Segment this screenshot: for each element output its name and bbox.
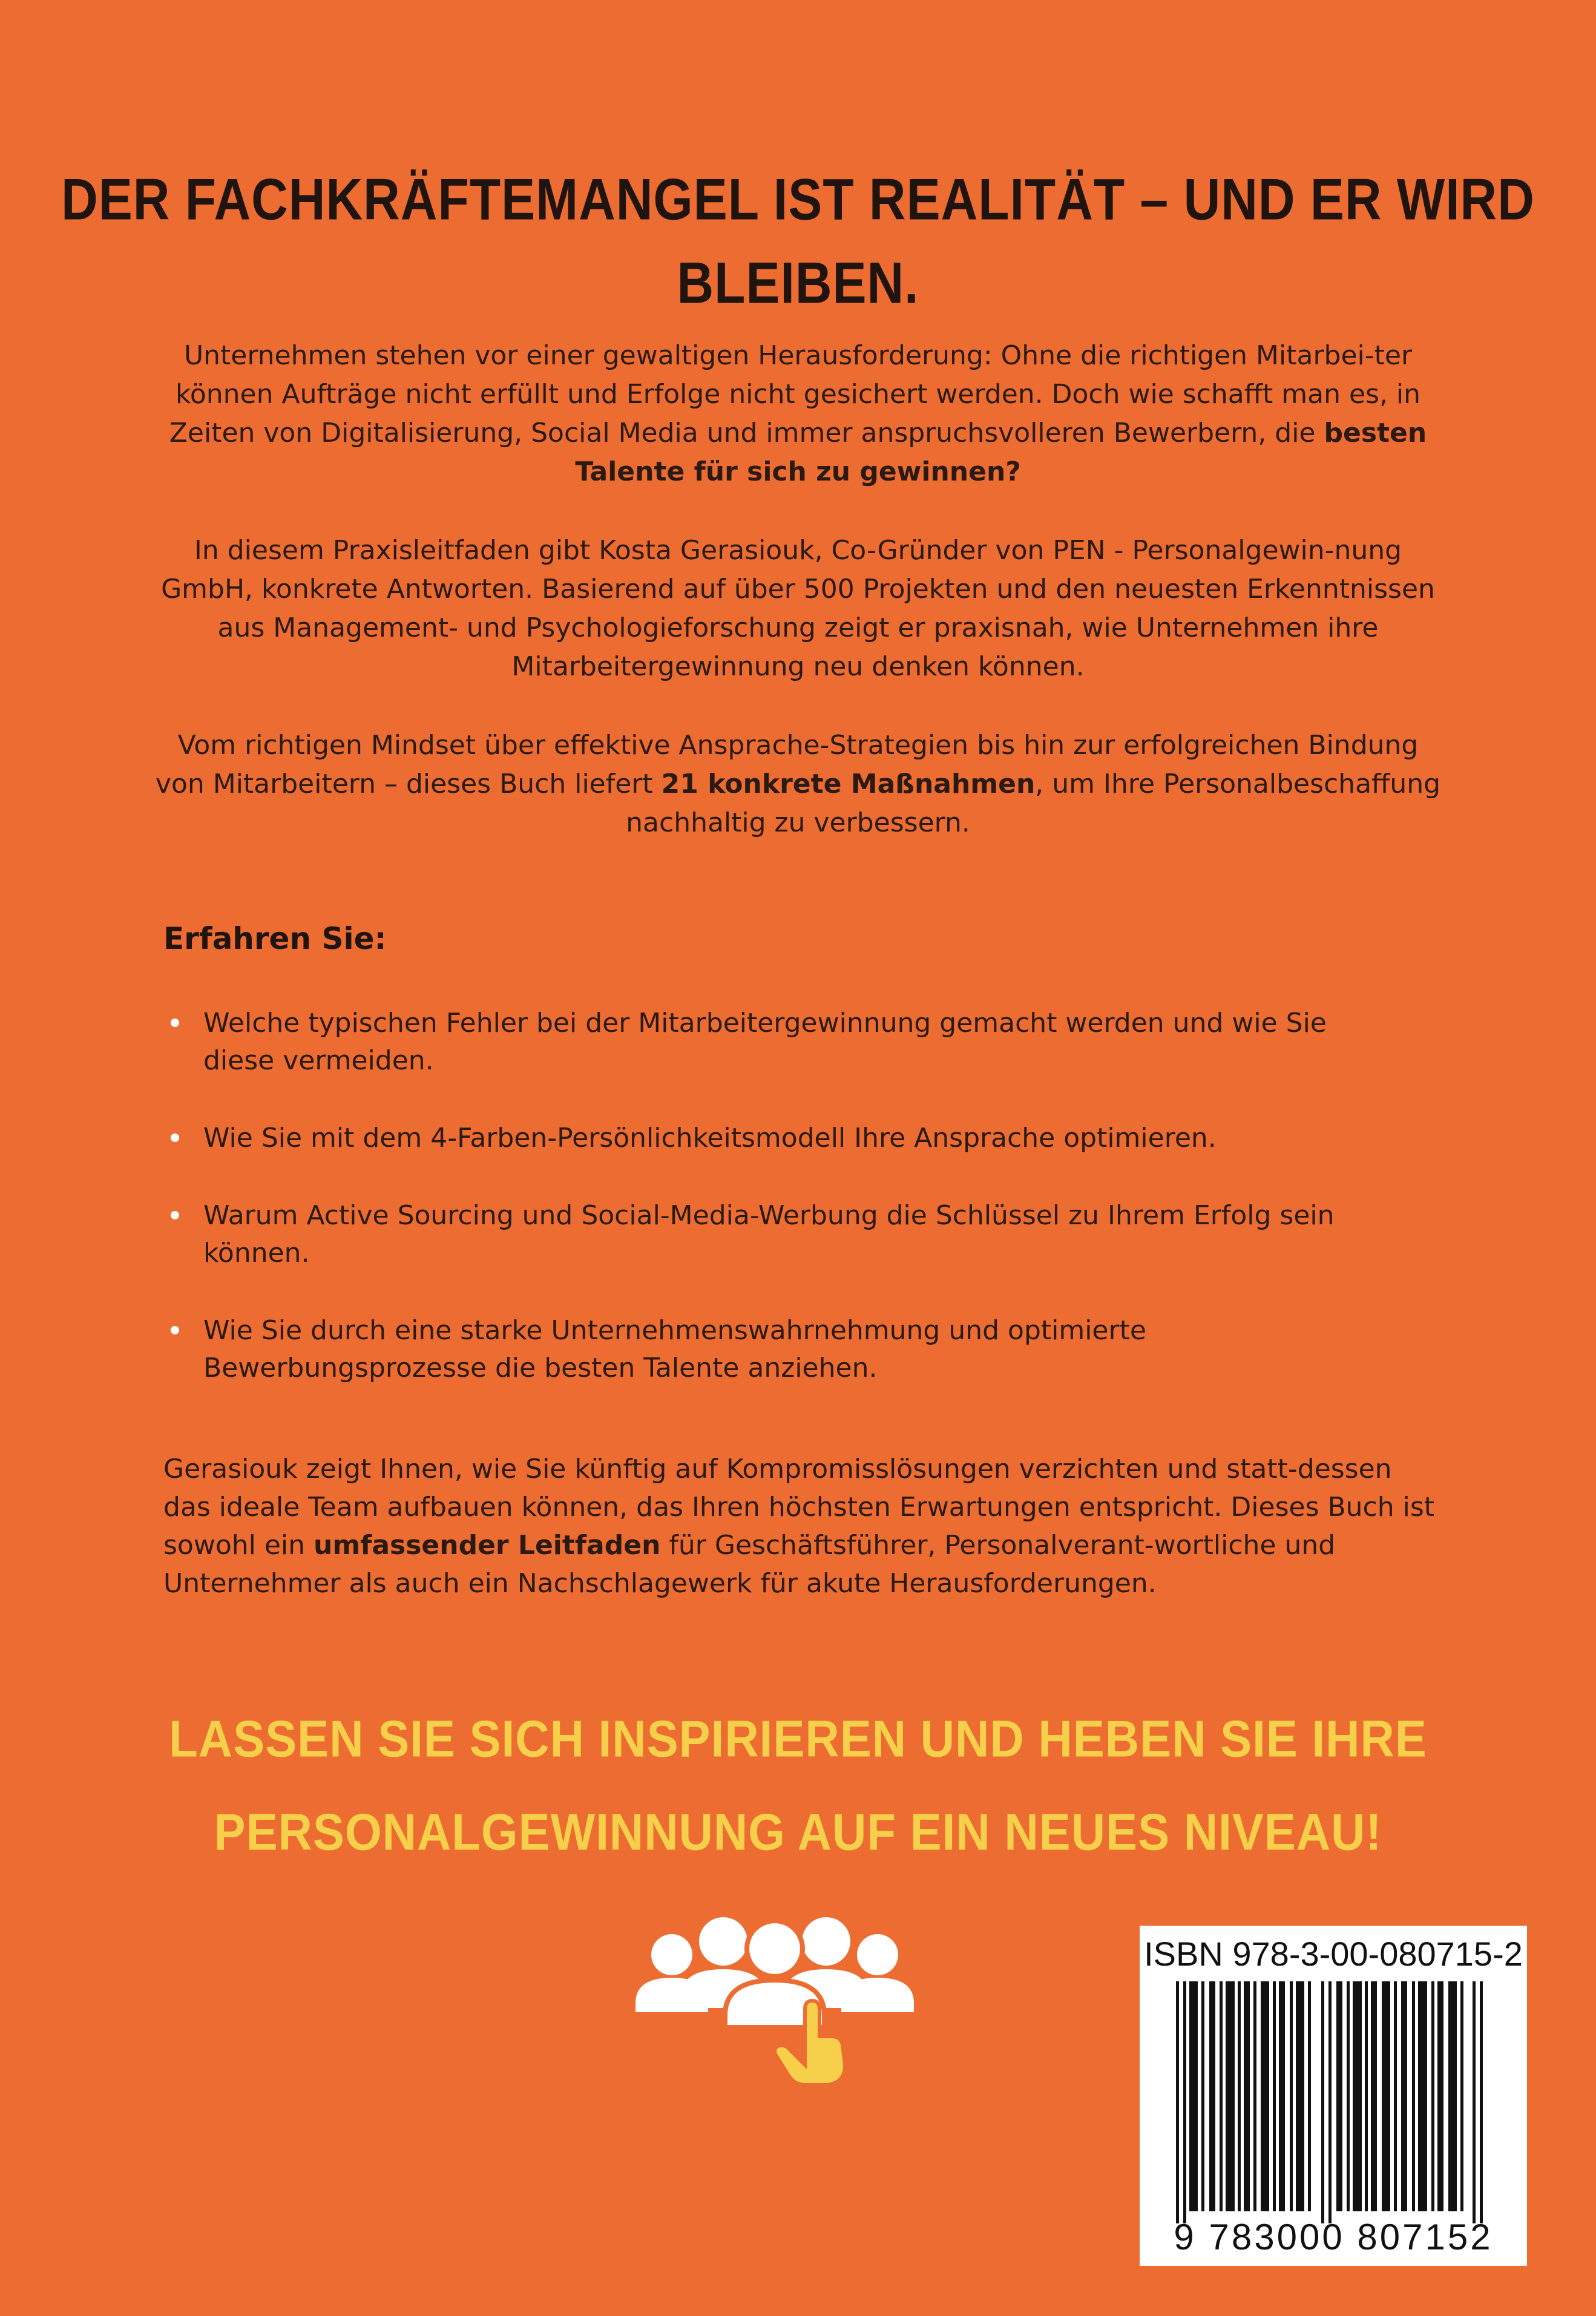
bullet-icon <box>171 1019 179 1027</box>
bullet-icon <box>171 1133 179 1142</box>
isbn-label: ISBN 978-3-00-080715-2 <box>1144 1935 1523 1973</box>
intro-paragraph-2: In diesem Praxisleitfaden gibt Kosta Gerasiouk, Co-Gründer von PEN - Personalgewin-nung GmbH, konkrete Antworten. Basierend auf über 500 Projekten und den neuesten Erkenntnissen aus Management- und Psychologieforschung zeigt er praxisnah, wie Unternehmen ihre Mitarbeitergewinnung neu denken können. <box>161 535 1435 682</box>
headline: DER FACHKRÄFTEMANGEL IST REALITÄT – UND ER WIRD BLEIBEN. <box>61 166 1535 316</box>
closing-text: Gerasiouk zeigt Ihnen, wie Sie künftig auf Kompromisslösungen verzichten und statt-dessen das ideale Team aufbauen können, das Ihren höchsten Erwartungen entspricht. Dieses Buch ist sowohl ein umfassender Leitfaden für Geschäftsführer, Personalverant-wortliche und Unternehmer als auch ein Nachschlagewerk für akute Herausforderungen. <box>163 1454 1435 1599</box>
bullet-icon <box>171 1211 179 1219</box>
call-to-action <box>0 1692 1596 1878</box>
list-item: Wie Sie mit dem 4-Farben-Persönlichkeitsmodell Ihre Ansprache optimieren. <box>163 1120 1374 1157</box>
barcode-bars <box>1152 1981 1515 2223</box>
learn-title: Erfahren Sie: <box>163 921 387 956</box>
team-selection-icon <box>623 1912 926 2094</box>
list-item: Warum Active Sourcing und Social-Media-Werbung die Schlüssel zu Ihrem Erfolg sein können. <box>163 1197 1374 1272</box>
learn-list <box>163 1005 1374 1427</box>
list-item: Welche typischen Fehler bei der Mitarbeitergewinnung gemacht werden und wie Sie diese vermeiden. <box>163 1005 1374 1080</box>
cta-line-1: LASSEN SIE SICH INSPIRIEREN UND HEBEN SIE IHRE <box>169 1709 1427 1768</box>
list-item: Wie Sie durch eine starke Unternehmenswahrnehmung und optimierte Bewerbungsprozesse die besten Talente anziehen. <box>163 1312 1374 1387</box>
cta-line-2: PERSONALGEWINNUNG AUF EIN NEUES NIVEAU! <box>214 1802 1382 1862</box>
intro-paragraph-3: Vom richtigen Mindset über effektive Ansprache-Strategien bis hin zur erfolgreichen Bindung von Mitarbeitern – dieses Buch liefert 21 konkrete Maßnahmen, um Ihre Personalbeschaffung nachhaltig zu verbessern. <box>155 730 1441 838</box>
isbn-barcode <box>1140 1926 1527 2266</box>
ean-digits: 9 783000 807152 <box>1174 2217 1493 2257</box>
intro-paragraph-1: Unternehmen stehen vor einer gewaltigen Herausforderung: Ohne die richtigen Mitarbei-ter können Aufträge nicht erfüllt und Erfolge nicht gesichert werden. Doch wie schafft man es, in Zeiten von Digitalisierung, Social Media und immer anspruchsvolleren Bewerbern, die besten Talente für sich zu gewinnen? <box>169 340 1427 487</box>
intro-highlight-3: 21 konkrete Maßnahmen <box>661 769 1036 799</box>
intro-highlight-1: besten Talente für sich zu gewinnen? <box>575 418 1427 487</box>
intro-text <box>151 336 1445 882</box>
closing-highlight: umfassender Leitfaden <box>314 1530 661 1561</box>
bullet-icon <box>171 1326 179 1334</box>
